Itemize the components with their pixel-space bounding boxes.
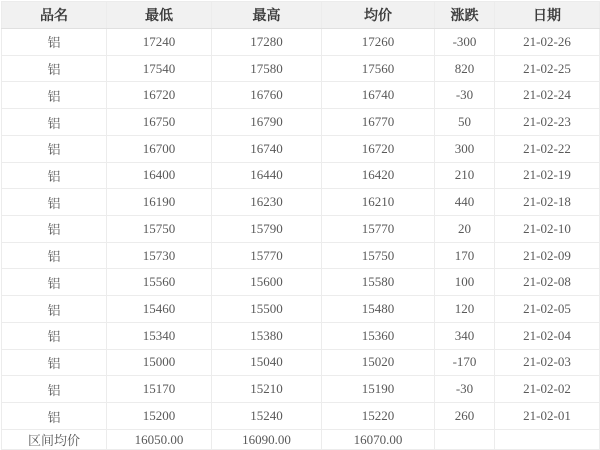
cell-name: 铝 [2, 349, 107, 376]
cell-high: 16790 [212, 109, 322, 136]
header-row [2, 2, 600, 29]
cell-name: 铝 [2, 135, 107, 162]
cell-low: 17540 [107, 55, 212, 82]
cell-low: 15000 [107, 349, 212, 376]
table-row [2, 216, 600, 243]
cell-avg: 15770 [322, 216, 435, 243]
cell-date: 21-02-10 [495, 216, 600, 243]
cell-date: 21-02-19 [495, 162, 600, 189]
footer-avg-high: 16090.00 [212, 430, 322, 450]
cell-name: 铝 [2, 403, 107, 430]
cell-high: 16230 [212, 189, 322, 216]
cell-avg: 17260 [322, 29, 435, 56]
cell-date: 21-02-04 [495, 322, 600, 349]
cell-avg: 16210 [322, 189, 435, 216]
cell-name: 铝 [2, 82, 107, 109]
cell-high: 15790 [212, 216, 322, 243]
footer-empty-date [495, 430, 600, 450]
cell-change: -30 [435, 376, 495, 403]
table-row [2, 322, 600, 349]
cell-change: 260 [435, 403, 495, 430]
cell-low: 15200 [107, 403, 212, 430]
cell-change: 300 [435, 135, 495, 162]
cell-change: -30 [435, 82, 495, 109]
cell-change: 210 [435, 162, 495, 189]
footer-label: 区间均价 [2, 430, 107, 450]
cell-high: 17280 [212, 29, 322, 56]
cell-low: 15560 [107, 269, 212, 296]
table-row [2, 296, 600, 323]
cell-low: 16750 [107, 109, 212, 136]
footer-empty-change [435, 430, 495, 450]
cell-high: 15770 [212, 242, 322, 269]
table-row [2, 189, 600, 216]
cell-date: 21-02-25 [495, 55, 600, 82]
table-row [2, 269, 600, 296]
footer-avg-low: 16050.00 [107, 430, 212, 450]
table-row [2, 349, 600, 376]
cell-date: 21-02-08 [495, 269, 600, 296]
table-row [2, 403, 600, 430]
cell-avg: 16740 [322, 82, 435, 109]
cell-name: 铝 [2, 296, 107, 323]
cell-avg: 15020 [322, 349, 435, 376]
cell-low: 16700 [107, 135, 212, 162]
table-row [2, 376, 600, 403]
cell-high: 15210 [212, 376, 322, 403]
cell-change: 120 [435, 296, 495, 323]
cell-high: 16760 [212, 82, 322, 109]
column-header-avg: 均价 [322, 2, 435, 29]
cell-date: 21-02-22 [495, 135, 600, 162]
cell-name: 铝 [2, 189, 107, 216]
cell-high: 15040 [212, 349, 322, 376]
table-body [2, 29, 600, 430]
cell-change: 50 [435, 109, 495, 136]
footer-row [2, 430, 600, 450]
cell-avg: 15220 [322, 403, 435, 430]
cell-date: 21-02-09 [495, 242, 600, 269]
cell-high: 15240 [212, 403, 322, 430]
column-header-low: 最低 [107, 2, 212, 29]
column-header-date: 日期 [495, 2, 600, 29]
cell-avg: 15580 [322, 269, 435, 296]
column-header-high: 最高 [212, 2, 322, 29]
cell-change: 820 [435, 55, 495, 82]
cell-low: 15340 [107, 322, 212, 349]
cell-change: -300 [435, 29, 495, 56]
cell-high: 15380 [212, 322, 322, 349]
cell-high: 15600 [212, 269, 322, 296]
column-header-change: 涨跌 [435, 2, 495, 29]
cell-name: 铝 [2, 242, 107, 269]
cell-low: 17240 [107, 29, 212, 56]
cell-avg: 15750 [322, 242, 435, 269]
cell-date: 21-02-05 [495, 296, 600, 323]
cell-low: 15170 [107, 376, 212, 403]
cell-change: 100 [435, 269, 495, 296]
cell-change: -170 [435, 349, 495, 376]
cell-avg: 16720 [322, 135, 435, 162]
cell-low: 15750 [107, 216, 212, 243]
cell-date: 21-02-01 [495, 403, 600, 430]
table-row [2, 242, 600, 269]
cell-low: 16400 [107, 162, 212, 189]
cell-high: 17580 [212, 55, 322, 82]
cell-name: 铝 [2, 216, 107, 243]
cell-low: 15730 [107, 242, 212, 269]
cell-change: 170 [435, 242, 495, 269]
cell-low: 15460 [107, 296, 212, 323]
cell-change: 340 [435, 322, 495, 349]
cell-date: 21-02-18 [495, 189, 600, 216]
cell-high: 16440 [212, 162, 322, 189]
cell-low: 16190 [107, 189, 212, 216]
cell-name: 铝 [2, 29, 107, 56]
cell-date: 21-02-26 [495, 29, 600, 56]
table-row [2, 29, 600, 56]
table-row [2, 135, 600, 162]
cell-name: 铝 [2, 55, 107, 82]
cell-avg: 16420 [322, 162, 435, 189]
cell-name: 铝 [2, 376, 107, 403]
cell-date: 21-02-02 [495, 376, 600, 403]
cell-avg: 16770 [322, 109, 435, 136]
cell-name: 铝 [2, 269, 107, 296]
cell-name: 铝 [2, 109, 107, 136]
cell-avg: 15480 [322, 296, 435, 323]
cell-low: 16720 [107, 82, 212, 109]
cell-avg: 15190 [322, 376, 435, 403]
cell-change: 440 [435, 189, 495, 216]
cell-name: 铝 [2, 162, 107, 189]
table-row [2, 82, 600, 109]
table-row [2, 109, 600, 136]
cell-high: 15500 [212, 296, 322, 323]
cell-name: 铝 [2, 322, 107, 349]
cell-high: 16740 [212, 135, 322, 162]
cell-date: 21-02-23 [495, 109, 600, 136]
cell-change: 20 [435, 216, 495, 243]
price-table [1, 1, 600, 450]
footer-avg-avg: 16070.00 [322, 430, 435, 450]
cell-date: 21-02-03 [495, 349, 600, 376]
cell-date: 21-02-24 [495, 82, 600, 109]
cell-avg: 15360 [322, 322, 435, 349]
column-header-product-name: 品名 [2, 2, 107, 29]
table-row [2, 162, 600, 189]
table-row [2, 55, 600, 82]
cell-avg: 17560 [322, 55, 435, 82]
